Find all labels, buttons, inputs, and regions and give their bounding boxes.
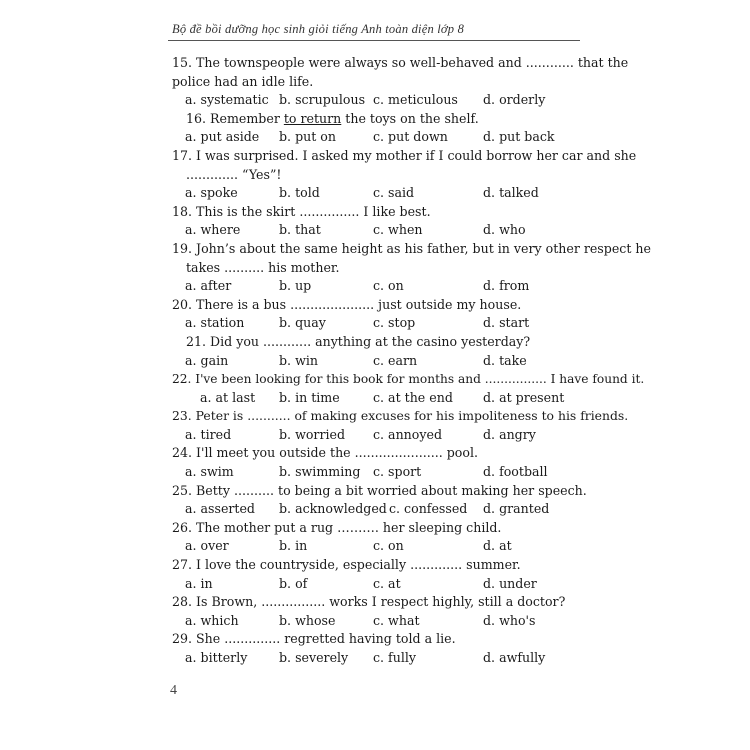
option-b[interactable]: b. whose <box>279 612 336 628</box>
option-b[interactable]: b. quay <box>279 315 326 331</box>
answer-options <box>172 612 592 631</box>
option-a[interactable]: a. in <box>185 575 213 591</box>
question-stem: 18. This is the skirt ............... I like best. <box>172 203 431 219</box>
option-d[interactable]: d. put back <box>483 129 555 145</box>
option-d[interactable]: d. talked <box>483 185 539 201</box>
question-stem: police had an idle life. <box>172 73 314 89</box>
option-c[interactable]: c. stop <box>373 315 416 331</box>
answer-options <box>172 91 592 110</box>
option-a[interactable]: a. put aside <box>185 129 260 145</box>
answer-options <box>172 277 592 296</box>
option-a[interactable]: a. bitterly <box>185 650 248 665</box>
option-a[interactable]: a. spoke <box>185 185 238 201</box>
option-c[interactable]: c. sport <box>373 464 422 480</box>
option-c[interactable]: c. at the end <box>373 389 453 405</box>
option-a[interactable]: a. asserted <box>185 501 255 517</box>
option-d[interactable]: d. who <box>483 222 526 238</box>
option-c[interactable]: c. when <box>373 222 423 238</box>
question-stem: 26. The mother put a rug ………. her sleeping child. <box>172 519 502 535</box>
option-c[interactable]: c. annoyed <box>373 426 443 442</box>
question-stem: 24. I'll meet you outside the ...................... pool. <box>172 445 478 461</box>
option-a[interactable]: a. systematic <box>185 92 269 108</box>
option-b[interactable]: b. of <box>279 575 308 591</box>
answer-options <box>172 463 592 482</box>
question-stem: 19. John’s about the same height as his father, but in very other respect he <box>172 240 651 256</box>
question-stem: 20. There is a bus ..................... just outside my house. <box>172 296 522 312</box>
option-b[interactable]: b. win <box>279 352 318 368</box>
answer-options <box>172 500 592 519</box>
option-a[interactable]: a. over <box>185 538 229 554</box>
option-d[interactable]: d. at <box>483 538 512 554</box>
option-c[interactable]: c. on <box>373 538 404 554</box>
option-b[interactable]: b. up <box>279 278 312 294</box>
page-number: 4 <box>170 683 177 698</box>
option-a[interactable]: a. at last <box>200 389 256 405</box>
option-d[interactable]: d. under <box>483 575 537 591</box>
option-b[interactable]: b. acknowledged <box>279 501 387 517</box>
question-stem: 22. I've been looking for this book for months and ................ I have found it. <box>172 372 645 387</box>
answer-options <box>172 184 592 203</box>
question-stem: 21. Did you ............ anything at the casino yesterday? <box>186 333 531 349</box>
option-a[interactable]: a. tired <box>185 426 232 442</box>
option-d[interactable]: d. from <box>483 278 530 294</box>
option-d[interactable]: d. take <box>483 352 527 368</box>
header-rule <box>168 40 580 41</box>
answer-options <box>172 649 592 668</box>
answer-options <box>172 575 592 594</box>
option-b[interactable]: b. worried <box>279 426 346 442</box>
answer-options <box>172 537 592 556</box>
option-c[interactable]: c. at <box>373 575 401 591</box>
answer-options <box>172 221 592 240</box>
question-stem: takes .......... his mother. <box>186 259 340 275</box>
option-a[interactable]: a. after <box>185 278 232 294</box>
option-d[interactable]: d. orderly <box>483 92 546 108</box>
stem-text: 16. Remember <box>186 110 284 126</box>
question-stem: 27. I love the countryside, especially ............. summer. <box>172 557 521 573</box>
answer-options <box>172 352 592 371</box>
option-b[interactable]: b. told <box>279 185 320 201</box>
option-a[interactable]: a. where <box>185 222 241 238</box>
question-stem: 15. The townspeople were always so well-behaved and ............ that the <box>172 55 629 70</box>
option-d[interactable]: d. start <box>483 315 530 331</box>
option-c[interactable]: c. on <box>373 278 404 294</box>
answer-options <box>172 389 592 408</box>
option-d[interactable]: d. granted <box>483 501 550 517</box>
question-stem: 23. Peter is ........... of making excuses for his impoliteness to his friends. <box>172 408 629 424</box>
question-stem <box>172 110 592 129</box>
option-c[interactable]: c. what <box>373 612 420 628</box>
answer-options <box>172 314 592 333</box>
option-c[interactable]: c. put down <box>373 129 448 145</box>
question-stem: ............. “Yes”! <box>186 166 282 182</box>
option-c[interactable]: c. said <box>373 185 415 201</box>
option-b[interactable]: b. severely <box>279 650 349 665</box>
option-a[interactable]: a. swim <box>185 464 234 480</box>
option-c[interactable]: c. earn <box>373 352 418 368</box>
question-stem: 17. I was surprised. I asked my mother if I could borrow her car and she <box>172 147 637 163</box>
option-c[interactable]: c. confessed <box>389 501 468 517</box>
answer-options <box>172 426 592 445</box>
option-d[interactable]: d. angry <box>483 426 536 442</box>
option-a[interactable]: a. gain <box>185 352 229 368</box>
option-d[interactable]: d. who's <box>483 612 536 628</box>
option-a[interactable]: a. which <box>185 612 239 628</box>
question-stem: 29. She .............. regretted having told a lie. <box>172 631 456 647</box>
option-b[interactable]: b. that <box>279 222 321 238</box>
option-b[interactable]: b. swimming <box>279 464 361 480</box>
stem-text: the toys on the shelf. <box>341 110 479 126</box>
option-b[interactable]: b. in time <box>279 389 340 405</box>
option-a[interactable]: a. station <box>185 315 245 331</box>
option-d[interactable]: d. football <box>483 464 548 480</box>
option-d[interactable]: d. at present <box>483 389 565 405</box>
question-list <box>172 54 651 668</box>
option-d[interactable]: d. awfully <box>483 650 546 665</box>
option-b[interactable]: b. put on <box>279 129 336 145</box>
option-b[interactable]: b. in <box>279 538 308 554</box>
underlined-phrase: to return <box>283 110 342 126</box>
question-stem: 25. Betty .......... to being a bit worried about making her speech. <box>172 482 587 498</box>
option-c[interactable]: c. fully <box>373 650 417 665</box>
option-b[interactable]: b. scrupulous <box>279 92 366 108</box>
question-stem: 28. Is Brown, ................ works I respect highly, still a doctor? <box>172 594 566 610</box>
running-header: Bộ đề bồi dưỡng học sinh giỏi tiếng Anh toàn diện lớp 8 <box>172 22 465 36</box>
option-c[interactable]: c. meticulous <box>373 92 458 108</box>
answer-options <box>172 128 592 147</box>
